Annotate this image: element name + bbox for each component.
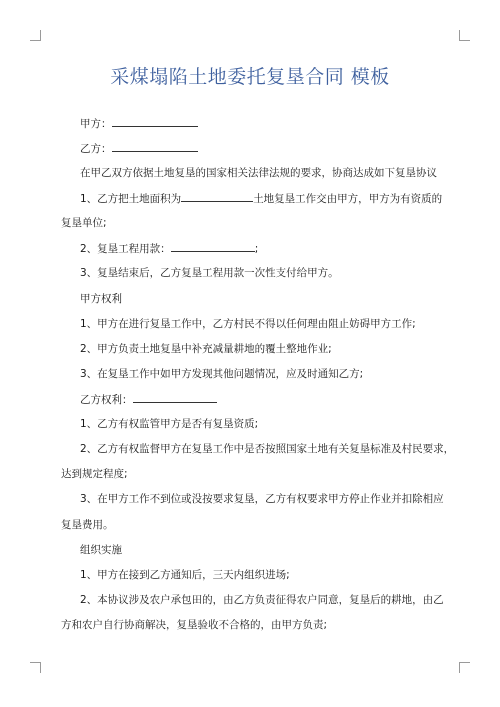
clause-2	[80, 241, 460, 256]
clause-1-part1: 1、乙方把土地面积为	[80, 193, 182, 205]
party-a-right-2: 2、甲方负责土地复垦中补充减量耕地的覆土整地作业;	[80, 343, 332, 355]
crop-mark-top-right	[459, 30, 470, 41]
payment-blank	[171, 241, 255, 252]
party-a-right-1: 1、甲方在进行复垦工作中，乙方村民不得以任何理由阻止妨碍甲方工作;	[80, 318, 416, 330]
implementation-2-continuation: 方和农户自行协商解决，复垦验收不合格的，由甲方负责;	[61, 619, 328, 631]
document-title: 采煤塌陷土地委托复垦合同 模板	[110, 66, 390, 88]
clause-2-end: ;	[254, 243, 259, 255]
party-b-right-3: 3、在甲方工作不到位或没按要求复垦，乙方有权要求甲方停止作业并扣除相应	[80, 493, 444, 505]
party-a-rights-heading: 甲方权利	[80, 293, 122, 305]
crop-mark-bottom-left	[30, 662, 41, 673]
implementation-1: 1、甲方在接到乙方通知后，三天内组织进场;	[80, 569, 290, 581]
clause-1	[80, 191, 460, 206]
clause-1-part2: 土地复垦工作交由甲方，甲方为有资质的	[253, 193, 443, 205]
crop-mark-bottom-right	[459, 662, 470, 673]
party-b-right-1: 1、乙方有权监管甲方是否有复垦资质;	[80, 418, 259, 430]
party-b-right-3-continuation: 复垦费用。	[61, 519, 114, 531]
clause-2-label: 2、复垦工程用款：	[80, 243, 171, 255]
crop-mark-top-left	[30, 30, 41, 41]
implementation-2: 2、本协议涉及农户承包田的，由乙方负责征得农户同意，复垦后的耕地，由乙	[80, 594, 444, 606]
party-b-rights-blank	[133, 392, 217, 403]
party-b-blank	[112, 141, 198, 152]
implementation-heading: 组织实施	[80, 544, 122, 556]
party-a-right-3: 3、在复垦工作中如甲方发现其他问题情况，应及时通知乙方;	[80, 368, 364, 380]
party-b-right-2: 2、乙方有权监督甲方在复垦工作中是否按照国家土地有关复垦标准及村民要求，	[80, 443, 455, 455]
party-b-line	[80, 141, 460, 156]
party-a-blank	[112, 116, 198, 127]
party-a-label: 甲方：	[80, 118, 112, 130]
party-a-line	[80, 116, 460, 131]
party-b-label: 乙方：	[80, 143, 112, 155]
land-area-blank	[181, 191, 253, 202]
intro-paragraph: 在甲乙双方依据土地复垦的国家相关法律法规的要求，协商达成如下复垦协议	[80, 167, 437, 179]
party-b-right-2-continuation: 达到规定程度;	[61, 468, 128, 480]
clause-3: 3、复垦结束后，乙方复垦工程用款一次性支付给甲方。	[80, 267, 339, 279]
party-b-rights-line	[80, 392, 460, 407]
clause-1-continuation: 复垦单位;	[61, 217, 107, 229]
party-b-rights-label: 乙方权利：	[80, 394, 133, 406]
